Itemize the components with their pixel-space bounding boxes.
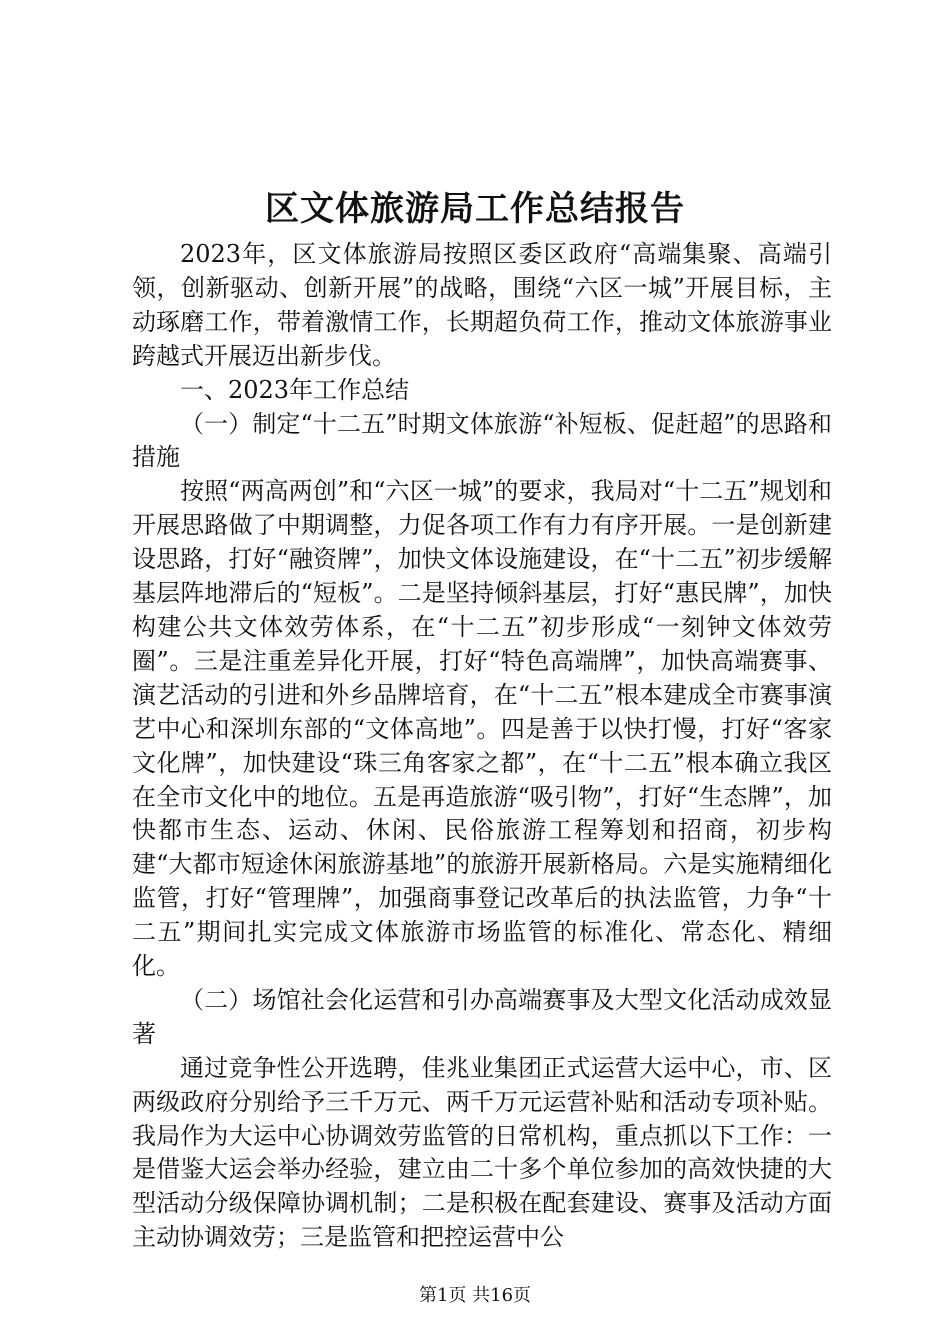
intro-paragraph: 2023年，区文体旅游局按照区委区政府“高端集聚、高端引领，创新驱动、创新开展”的战略，围绕“六区一城”开展目标，主动琢磨工作，带着激情工作，长期超负荷工作，推动文体旅游事业跨越式开展迈出新步伐。: [132, 240, 832, 370]
page-footer: [0, 1283, 950, 1309]
page-number: 第1页 共16页: [418, 1285, 532, 1306]
document-body: [132, 238, 832, 1255]
subsection-heading: （一）制定“十二五”时期文体旅游“补短板、促赶超”的思路和措施: [132, 409, 832, 472]
body-paragraph: 通过竞争性公开选聘，佳兆业集团正式运营大运中心，市、区两级政府分别给予三千万元、两千万元运营补贴和活动专项补贴。我局作为大运中心协调效劳监管的日常机构，重点抓以下工作：一是借鉴大运会举办经验，建立由二十多个单位参加的高效快捷的大型活动分级保障协调机制；二是积极在配套建设、赛事及活动方面主动协调效劳；三是监管和把控运营中公: [132, 1053, 832, 1252]
subsection-heading: （二）场馆社会化运营和引办高端赛事及大型文化活动成效显著: [132, 985, 832, 1048]
body-paragraph: 按照“两高两创”和“六区一城”的要求，我局对“十二五”规划和开展思路做了中期调整，力促各项工作有力有序开展。一是创新建设思路，打好“融资牌”，加快文体设施建设，在“十二五”初步缓解基层阵地滞后的“短板”。二是坚持倾斜基层，打好“惠民牌”，加快构建公共文体效劳体系，在“十二五”初步形成“一刻钟文体效劳圈”。三是注重差异化开展，打好“特色高端牌”，加快高端赛事、演艺活动的引进和外乡品牌培育，在“十二五”根本建成全市赛事演艺中心和深圳东部的“文体高地”。四是善于以快打慢，打好“客家文化牌”，加快建设“珠三角客家之都”，在“十二五”根本确立我区在全市文化中的地位。五是再造旅游“吸引物”，打好“生态牌”，加快都市生态、运动、休闲、民俗旅游工程筹划和招商，初步构建“大都市短途休闲旅游基地”的旅游开展新格局。六是实施精细化监管，打好“管理牌”，加强商事登记改革后的执法监管，力争“十二五”期间扎实完成文体旅游市场监管的标准化、常态化、精细化。: [132, 477, 832, 981]
document-title: 区文体旅游局工作总结报告: [265, 189, 685, 229]
section-heading: 一、2023年工作总结: [180, 375, 410, 404]
